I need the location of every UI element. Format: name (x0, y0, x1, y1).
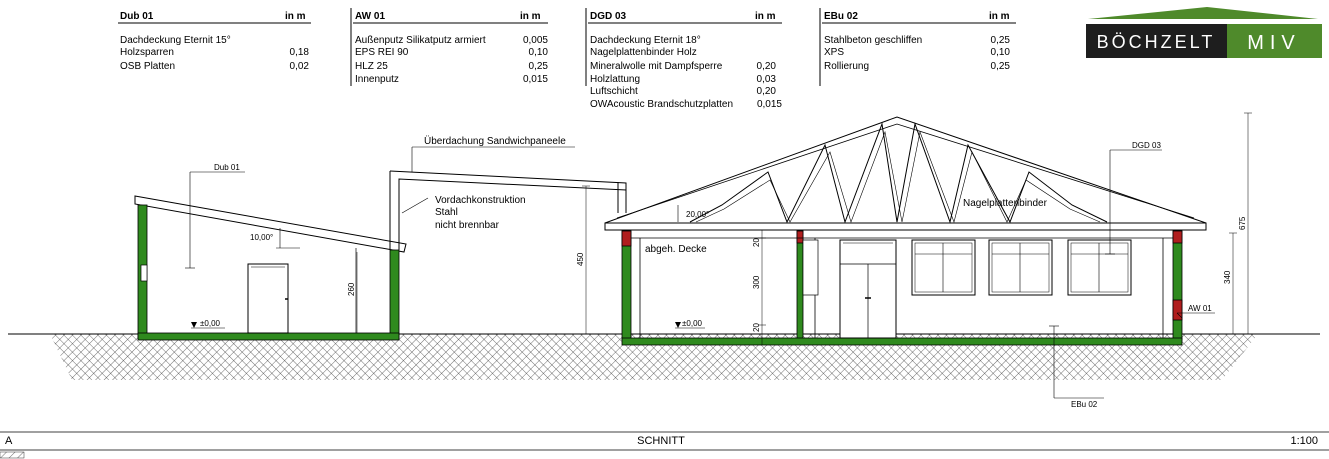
label-angle-big: 20,00° (686, 210, 710, 219)
legend-item: Luftschicht (590, 86, 638, 97)
footer-left: A (5, 435, 13, 447)
logo-name: BÖCHZELT (1096, 32, 1216, 52)
label-vordach-1: Vordachkonstruktion (435, 195, 526, 206)
legend-item: Dachdeckung Eternit 15° (120, 35, 231, 46)
dim-20-top: 20 (752, 238, 761, 247)
label-level-left: ±0,00 (200, 319, 220, 328)
legend-value: 0,25 (990, 61, 1010, 72)
label-vordach-2: Stahl (435, 207, 458, 218)
legend-value: 0,015 (522, 74, 548, 85)
legend-item: Mineralwolle mit Dampfsperre (590, 61, 723, 72)
legend-aw01-unit: in m (520, 11, 541, 22)
label-nagelplattenbinder: Nagelplattenbinder (963, 198, 1047, 209)
label-abgeh-decke: abgeh. Decke (645, 244, 707, 255)
legend-item: OSB Platten (120, 61, 176, 72)
legend-value: 0,02 (289, 61, 309, 72)
dim-300: 300 (752, 275, 761, 289)
legend-value: 0,03 (756, 74, 776, 85)
footer-right: 1:100 (1290, 435, 1318, 447)
legend-dub01-unit: in m (285, 11, 306, 22)
footer-center: SCHNITT (637, 435, 685, 447)
label-ebu02: EBu 02 (1071, 400, 1098, 409)
legend-item: XPS (824, 47, 845, 58)
legend-dgd03 (588, 8, 820, 110)
legend-aw01 (353, 8, 586, 86)
legend-ebu02 (822, 11, 1016, 72)
shed-building (135, 172, 406, 340)
legend-dgd03-code: DGD 03 (590, 11, 627, 22)
legend-aw01-code: AW 01 (355, 11, 386, 22)
legend-item: EPS REI 90 (355, 47, 409, 58)
legend-value: 0,25 (528, 61, 548, 72)
legend-item: Außenputz Silikatputz armiert (355, 35, 486, 46)
window-2 (989, 240, 1052, 295)
legend-value: 0,20 (756, 61, 776, 72)
dim-260: 260 (347, 282, 356, 296)
legend-value: 0,20 (756, 86, 776, 97)
title-block (0, 432, 1329, 458)
legend-value: 0,18 (289, 47, 309, 58)
company-logo (1086, 7, 1322, 58)
label-dub01: Dub 01 (214, 163, 240, 172)
legend-item: Innenputz (355, 74, 399, 85)
dim-675: 675 (1238, 216, 1247, 230)
label-angle-small: 10,00° (250, 233, 274, 242)
legend-item: Rollierung (824, 61, 870, 72)
legend-value: 0,25 (990, 35, 1010, 46)
legend-item: Nagelplattenbinder Holz (590, 47, 697, 58)
legend-item: Dachdeckung Eternit 18° (590, 35, 701, 46)
legend-value: 0,015 (756, 99, 782, 110)
label-aw01: AW 01 (1188, 304, 1212, 313)
legend-ebu02-code: EBu 02 (824, 11, 858, 22)
dim-20-bottom: 20 (752, 323, 761, 332)
dim-340: 340 (1223, 270, 1232, 284)
legend-dub01 (118, 8, 351, 86)
legend-item: Holzlattung (590, 74, 641, 85)
legend-item: HLZ 25 (355, 61, 388, 72)
legend-item: Stahlbeton geschliffen (824, 35, 923, 46)
dim-450: 450 (576, 252, 585, 266)
label-ueberdachung: Überdachung Sandwichpaneele (424, 136, 566, 147)
legend-ebu02-unit: in m (989, 11, 1010, 22)
legend-dub01-code: Dub 01 (120, 11, 154, 22)
legend-item: Holzsparren (120, 47, 174, 58)
label-dgd03: DGD 03 (1132, 141, 1161, 150)
label-vordach-3: nicht brennbar (435, 220, 499, 231)
legend-item: OWAcoustic Brandschutzplatten (590, 99, 734, 110)
window-3 (1068, 240, 1131, 295)
legend-value: 0,10 (528, 47, 548, 58)
legend-value: 0,10 (990, 47, 1010, 58)
legend-dgd03-unit: in m (755, 11, 776, 22)
legend-value: 0,005 (522, 35, 548, 46)
label-level-right: ±0,00 (682, 319, 702, 328)
canopy-structure (390, 147, 626, 334)
window-1 (912, 240, 975, 295)
logo-suffix: MIV (1247, 32, 1301, 54)
